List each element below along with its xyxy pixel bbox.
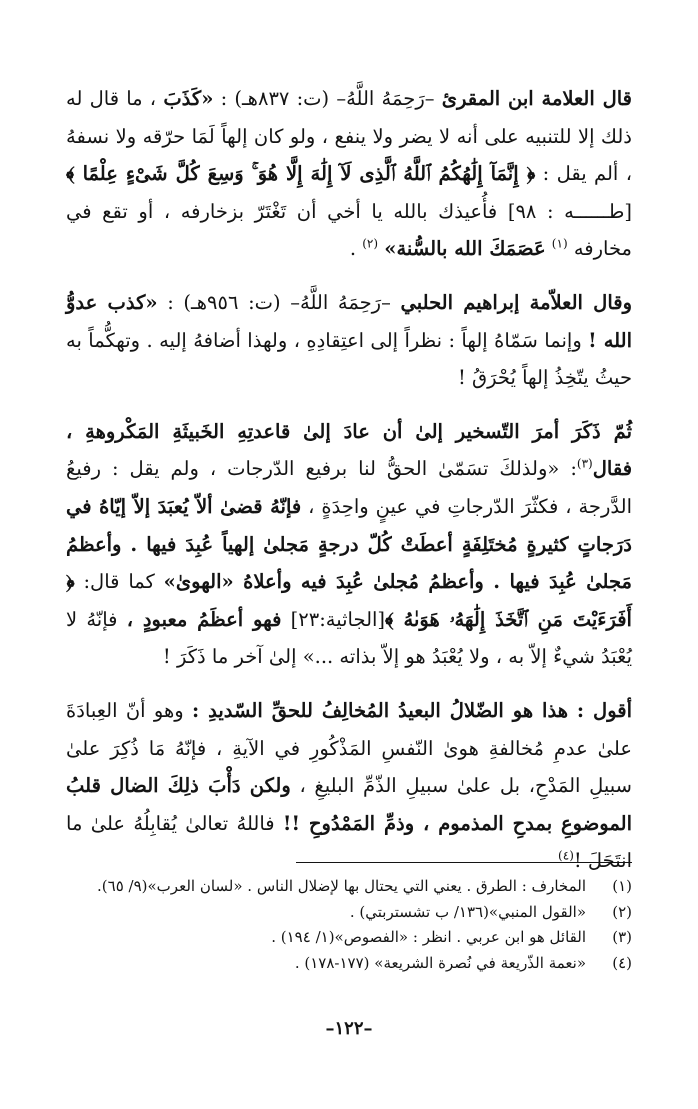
footnote-marker: (١): [551, 236, 568, 251]
footnote-marker: (٤): [558, 848, 574, 863]
footnote-marker: (٣): [576, 456, 593, 471]
paragraph-taskhir: [66, 413, 632, 676]
quote-text: فإنّهُ لا يُعْبَدُ شيءٌ إلاّ به ، ولا يُعْبَدُ هو إلاّ بذاته ...» إلىٰ آخر ما ذَكَرَ !: [66, 607, 632, 669]
quote-emphasis: فإنّهُ قضىٰ ألاّ يُعبَدَ إلاّ إيّاهُ في دَرَجاتٍ كثيرةٍ مُختَلِفَةٍ أعطَتْ كُلّ درجةٍ مَجلىٰ إلهياً عُبِدَ فيها . وأعظمُ مَجلىٰ عُبِدَ فيها . وأعظمُ مُجلىٰ عُبِدَ فيه وأعلاهُ «الهوىٰ»: [66, 494, 632, 594]
footnote-text: المخارف : الطرق . يعني التي يحتال بها لإضلال الناس . «لسان العرب»(٩/ ٦٥).: [97, 877, 586, 895]
footnote: [66, 951, 632, 977]
paragraph-lead: أقول : هذا هو الضّلالُ البعيدُ المُخالِفُ للحقِّ السّديدِ :: [192, 698, 633, 722]
quote-text: كما قال:: [83, 570, 155, 594]
footnote-text: «القول المنبي»(١٣٦/ ب تشستربتي) .: [349, 902, 586, 921]
page-body: [66, 80, 632, 880]
quran-verse: ﴿ أَفَرَءَيْتَ مَنِ ٱتَّخَذَ إِلَٰهَهُۥ هَوَىٰهُ ﴾: [66, 570, 632, 631]
paragraph-al-halabi: [66, 284, 632, 397]
quote-lead: «كذب عدوُّ الله !: [66, 290, 632, 352]
footnotes: [66, 874, 632, 976]
sentence-end: .: [349, 237, 357, 261]
verse-reference: [طــــــه : ٩٨]: [507, 199, 633, 223]
footnote-number: (١): [612, 877, 632, 895]
footnote-number: (٢): [612, 902, 632, 921]
paragraph-ibn-al-muqri: [66, 80, 632, 268]
paragraph-text: فاللهُ تعالىٰ يُقابِلُهُ علىٰ ما انتَحَلَ !: [66, 811, 632, 873]
paragraph-text: فأُعيذك بالله يا أخي أن تَغْتَرّ بزخارفه ، أو تقع في مخارفه: [66, 199, 632, 261]
death-date: –رَحِمَهُ اللَّهُ– (ت: ٨٣٧هـ) :: [220, 87, 435, 110]
colon: :: [570, 457, 577, 481]
closing-quote: عَصَمَكَ الله بالسُّنة»: [384, 237, 546, 261]
quote-lead: «كَذَبَ: [163, 87, 214, 110]
paragraph-lead: ثُمّ ذَكَرَ أمرَ التّسخير إلىٰ أن عادَ إلىٰ قاعدتِهِ الخَبيثَةِ المَكْروهةِ ، فقال: [66, 419, 633, 481]
footnote: [66, 874, 632, 900]
paragraph-emphasis: ولكن دَأْبَ ذلِكَ الضال قلبُ الموضوعِ بمدحِ المذموم ، وذمِّ المَمْدُوحِ !!: [66, 774, 632, 835]
page-number: –١٢٢–: [325, 1018, 373, 1039]
footnote-number: (٤): [612, 953, 632, 972]
footnote: [66, 900, 632, 926]
paragraph-text: وإنما سَمّاهُ إلهاً : نظراً إلى اعتِقادِهِ ، ولهذا أضافهُ إليه . وتهكُّماً به حيثُ يتّخِذُ إلهاً يُحْرَقُ !: [66, 328, 632, 390]
footnote-number: (٣): [612, 928, 632, 946]
quote-emphasis: فهو أعظَمُ معبودٍ ،: [126, 607, 282, 631]
paragraph-text: وهو أنّ العِبادَةَ علىٰ عدمِ مُخالفةِ هوىٰ النّفسِ المَذْكُورِ في الآيةِ ، فإنّهُ مَا ذُكِرَ علىٰ سبيلِ المَدْحِ، بل علىٰ سبيلِ الذّمِّ البليغِ ،: [66, 698, 632, 798]
footnote-text: «نعمة الذّريعة في نُصرة الشريعة» (١٧٧-١٧٨) .: [294, 953, 586, 972]
footnote-divider: [296, 862, 632, 863]
quran-verse: ﴿ إِنَّمَآ إِلَٰهُكُمُ ٱللَّهُ ٱلَّذِى لَآ إِلَٰهَ إِلَّا هُوَ ۚ وَسِعَ كُلَّ شَىْءٍ عِلْمًا ﴾: [66, 162, 536, 186]
footnote-marker: (٢): [362, 236, 379, 251]
death-date: –رَحِمَهُ اللَّهُ– (ت: ٩٥٦هـ) :: [167, 290, 391, 314]
paragraph-response: [66, 692, 632, 880]
paragraph-text: ، ما قال له ذلك إلا للتنبيه على أنه لا يضر ولا ينفع ، ولو كان إلهاً لَمَا حرّقه ولا نسفهُ ، ألم يقل :: [66, 87, 632, 186]
quote-text: «ولذلكَ تسَمّىٰ الحقُّ لنا برفيع الدّرجات ، ولم يقل : رفيعُ الدَّرجة ، فكثّرَ الدّرجاتِ في عينٍ واحِدَةٍ ،: [66, 457, 632, 518]
speaker-name: قال العلامة ابن المقرئ: [441, 87, 633, 110]
footnote: [66, 925, 632, 951]
speaker-name: وقال العلاّمة إبراهيم الحلبي: [400, 290, 633, 314]
footnote-text: القائل هو ابن عربي . انظر : «الفصوص»(١/ ١٩٤) .: [271, 928, 586, 946]
verse-reference: [الجاثية:٢٣]: [290, 607, 386, 631]
